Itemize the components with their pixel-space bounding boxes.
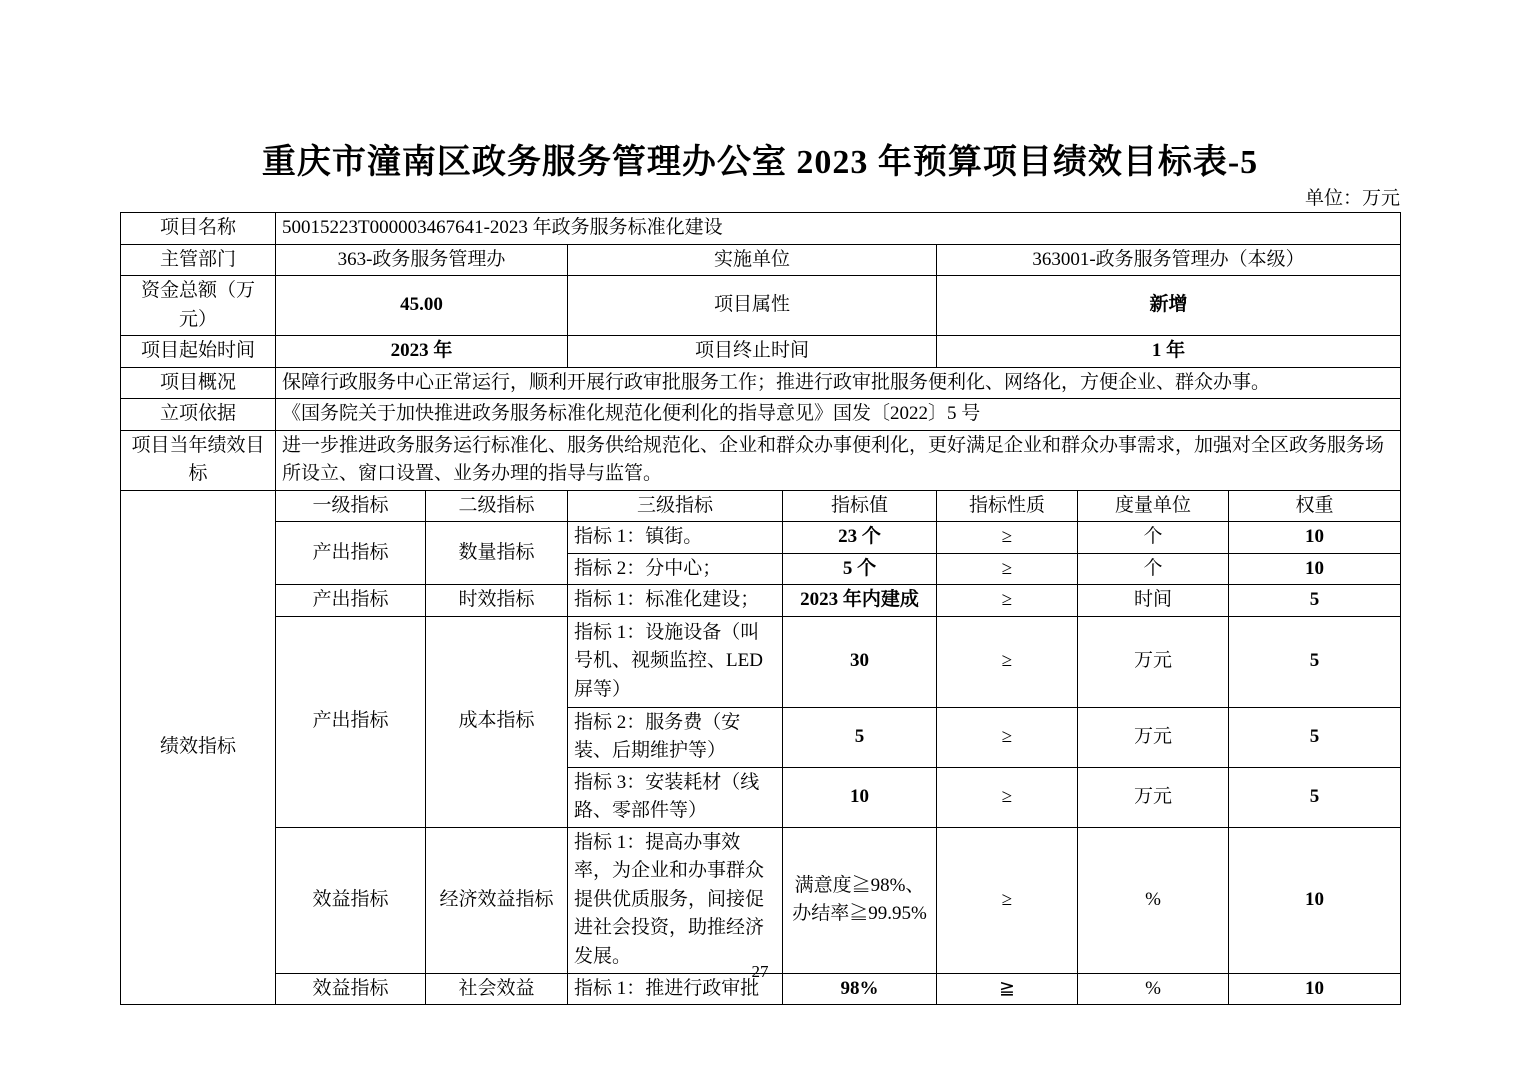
- project-name-label: 项目名称: [121, 213, 276, 245]
- performance-target-table: [120, 212, 1401, 1005]
- unit-note: 单位：万元: [1304, 188, 1400, 209]
- indicator-weight: 10: [1229, 522, 1401, 554]
- indicator-value: 10: [783, 767, 937, 827]
- indicator-level3: 指标 1：标准化建设；: [568, 585, 783, 617]
- indicator-row: [121, 522, 1401, 554]
- indicator-weight: 10: [1229, 827, 1401, 973]
- start-time-label: 项目起始时间: [121, 336, 276, 368]
- overview-value: 保障行政服务中心正常运行，顺利开展行政审批服务工作；推进行政审批服务便利化、网络化，方便企业、群众办事。: [276, 367, 1401, 399]
- attribute-label: 项目属性: [568, 276, 937, 336]
- indicator-level3: 指标 1：推进行政审批: [568, 973, 783, 1005]
- indicator-level2: 成本指标: [426, 616, 568, 827]
- indicator-level3: 指标 2：分中心；: [568, 553, 783, 585]
- indicator-weight: 5: [1229, 767, 1401, 827]
- total-fund-label: 资金总额（万元）: [121, 276, 276, 336]
- row-indicator-headers: [121, 490, 1401, 522]
- indicator-level3: 指标 1：设施设备（叫号机、视频监控、LED 屏等）: [568, 616, 783, 707]
- indicator-level3: 指标 1：镇街。: [568, 522, 783, 554]
- indicator-level1: 产出指标: [276, 522, 426, 585]
- indicator-level1: 产出指标: [276, 585, 426, 617]
- indicator-weight: 5: [1229, 707, 1401, 767]
- basis-label: 立项依据: [121, 399, 276, 431]
- indicator-weight: 5: [1229, 616, 1401, 707]
- indicator-level1: 效益指标: [276, 973, 426, 1005]
- row-basis: [121, 399, 1401, 431]
- annual-goal-label: 项目当年绩效目标: [121, 430, 276, 490]
- indicator-unit: 时间: [1078, 585, 1229, 617]
- impl-unit-value: 363001-政务服务管理办（本级）: [937, 244, 1401, 276]
- indicator-level2: 社会效益: [426, 973, 568, 1005]
- indicator-row: [121, 827, 1401, 973]
- start-time-value: 2023 年: [276, 336, 568, 368]
- row-annual-goal: [121, 430, 1401, 490]
- dept-label: 主管部门: [121, 244, 276, 276]
- header-measure-unit: 度量单位: [1078, 490, 1229, 522]
- indicator-level3: 指标 1：提高办事效率，为企业和办事群众提供优质服务，间接促进社会投资，助推经济发展。: [568, 827, 783, 973]
- impl-unit-label: 实施单位: [568, 244, 937, 276]
- indicator-unit: 万元: [1078, 707, 1229, 767]
- page-number: 27: [751, 962, 769, 981]
- indicator-level1: 产出指标: [276, 616, 426, 827]
- annual-goal-value: 进一步推进政务服务运行标准化、服务供给规范化、企业和群众办事便利化，更好满足企业和群众办事需求，加强对全区政务服务场所设立、窗口设置、业务办理的指导与监管。: [276, 430, 1401, 490]
- indicator-nature: ≥: [937, 616, 1078, 707]
- indicator-nature: ≥: [937, 707, 1078, 767]
- header-level1-indicator: 一级指标: [276, 490, 426, 522]
- indicator-value: 98%: [783, 973, 937, 1005]
- indicator-row: [121, 585, 1401, 617]
- indicator-nature: ≥: [937, 585, 1078, 617]
- indicator-nature: ≥: [937, 553, 1078, 585]
- indicator-value: 5 个: [783, 553, 937, 585]
- indicator-level1: 效益指标: [276, 827, 426, 973]
- indicator-value: 30: [783, 616, 937, 707]
- indicator-unit: 个: [1078, 522, 1229, 554]
- indicator-level2: 数量指标: [426, 522, 568, 585]
- row-dept: [121, 244, 1401, 276]
- basis-value: 《国务院关于加快推进政务服务标准化规范化便利化的指导意见》国发〔2022〕5 号: [276, 399, 1401, 431]
- indicator-level3: 指标 2：服务费（安装、后期维护等）: [568, 707, 783, 767]
- indicator-weight: 5: [1229, 585, 1401, 617]
- total-fund-value: 45.00: [276, 276, 568, 336]
- indicator-unit: 万元: [1078, 616, 1229, 707]
- indicator-nature: ≥: [937, 767, 1078, 827]
- row-overview: [121, 367, 1401, 399]
- indicator-nature: ≥: [937, 522, 1078, 554]
- header-indicator-nature: 指标性质: [937, 490, 1078, 522]
- header-level3-indicator: 三级指标: [568, 490, 783, 522]
- indicator-weight: 10: [1229, 973, 1401, 1005]
- overview-label: 项目概况: [121, 367, 276, 399]
- header-indicator-value: 指标值: [783, 490, 937, 522]
- project-name-value: 50015223T000003467641-2023 年政务服务标准化建设: [276, 213, 1401, 245]
- indicator-nature: ≥: [937, 827, 1078, 973]
- indicator-nature: ≧: [937, 973, 1078, 1005]
- indicator-level3: 指标 3：安装耗材（线路、零部件等）: [568, 767, 783, 827]
- indicator-value: 5: [783, 707, 937, 767]
- header-level2-indicator: 二级指标: [426, 490, 568, 522]
- indicator-unit: 万元: [1078, 767, 1229, 827]
- end-time-label: 项目终止时间: [568, 336, 937, 368]
- attribute-value: 新增: [937, 276, 1401, 336]
- indicator-unit: %: [1078, 827, 1229, 973]
- header-weight: 权重: [1229, 490, 1401, 522]
- indicator-value: 满意度≧98%、办结率≧99.95%: [783, 827, 937, 973]
- dept-value: 363-政务服务管理办: [276, 244, 568, 276]
- page-title: 重庆市潼南区政务服务管理办公室 2023 年预算项目绩效目标表-5: [261, 144, 1259, 181]
- indicator-value: 2023 年内建成: [783, 585, 937, 617]
- row-time: [121, 336, 1401, 368]
- indicators-section-label: 绩效指标: [121, 490, 276, 1005]
- row-project-name: [121, 213, 1401, 245]
- indicator-unit: 个: [1078, 553, 1229, 585]
- indicator-unit: %: [1078, 973, 1229, 1005]
- end-time-value: 1 年: [937, 336, 1401, 368]
- indicator-value: 23 个: [783, 522, 937, 554]
- row-fund: [121, 276, 1401, 336]
- indicator-weight: 10: [1229, 553, 1401, 585]
- indicator-row: [121, 616, 1401, 707]
- indicator-level2: 时效指标: [426, 585, 568, 617]
- indicator-level2: 经济效益指标: [426, 827, 568, 973]
